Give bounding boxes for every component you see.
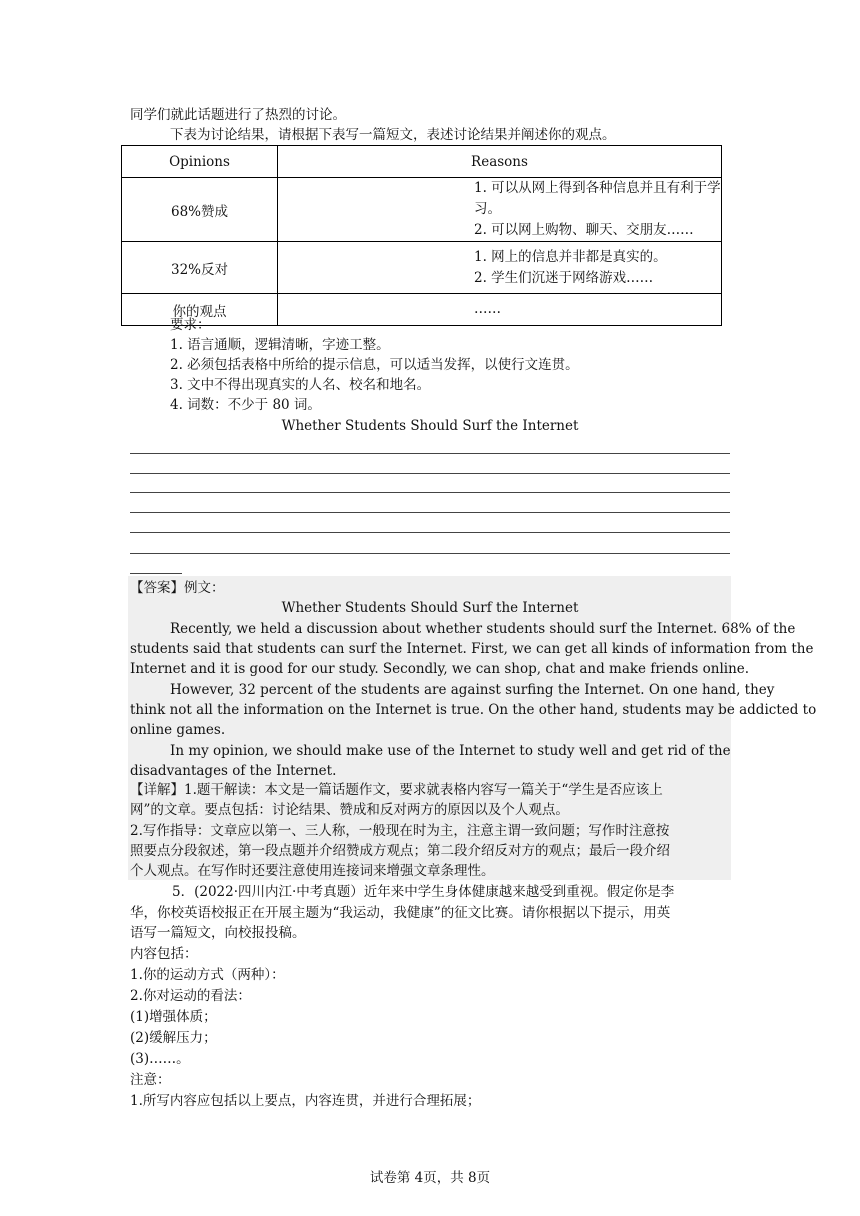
analysis-line: 网”的文章。要点包括：讨论结果、赞成和反对两方的原因以及个人观点。 (130, 802, 569, 818)
requirements-title: 要求： (170, 317, 211, 333)
question5-content-line: 1.所写内容应包括以上要点，内容连贯，并进行合理拓展； (130, 1093, 481, 1109)
question5-content-line: (1)增强体质； (130, 1009, 217, 1025)
answer-label: 【答案】例文： (130, 580, 225, 596)
answer-line: Recently, we held a discussion about whether students should surf the Internet. 68% of the (170, 621, 796, 637)
answer-line: students said that students can surf the Internet. First, we can get all kinds of information from the (130, 641, 814, 657)
writing-line (130, 532, 730, 533)
question5-content-line: 1.你的运动方式（两种）： (130, 967, 285, 983)
opinion-cell: 68%赞成 (122, 178, 278, 242)
reasons-cell (278, 242, 722, 294)
writing-line (130, 473, 730, 474)
table-header-row (122, 146, 722, 178)
essay-title: Whether Students Should Surf the Internet (281, 418, 579, 434)
answer-line: In my opinion, we should make use of the Internet to study well and get rid of the (170, 743, 731, 759)
reason-line: 1. 可以从网上得到各种信息并且有利于学习。 (474, 180, 721, 217)
question5-content-line: (3)……。 (130, 1051, 190, 1067)
table-row (122, 242, 722, 294)
writing-line (130, 553, 730, 554)
reasons-cell (278, 294, 722, 326)
table-row (122, 178, 722, 242)
question5-content-line: 内容包括： (130, 946, 198, 962)
table-header-reasons: Reasons (278, 146, 722, 178)
answer-title: Whether Students Should Surf the Internet (281, 600, 579, 616)
opinion-cell: 你的观点 (122, 294, 278, 326)
question5-line: 5．(2022·四川内江·中考真题）近年来中学生身体健康越来越受到重视。假定你是李 (172, 884, 675, 900)
reason-line: 1. 网上的信息并非都是真实的。 (474, 248, 667, 265)
analysis-line: 照要点分段叙述，第一段点题并介绍赞成方观点；第二段介绍反对方的观点；最后一段介绍 (130, 843, 670, 859)
reason-line: 2. 可以网上购物、聊天、交朋友…… (474, 222, 694, 238)
opinions-table (121, 145, 722, 326)
question5-line: 语写一篇短文，向校报投稿。 (130, 925, 306, 941)
reasons-cell (278, 178, 722, 242)
question5-content-line: 2.你对运动的看法： (130, 988, 251, 1004)
opinion-cell: 32%反对 (122, 242, 278, 294)
writing-line (130, 573, 182, 574)
analysis-line: 2.写作指导：文章应以第一、三人称，一般现在时为主，注意主谓一致问题；写作时注意按 (130, 823, 670, 839)
table-row (122, 294, 722, 326)
answer-line: disadvantages of the Internet. (130, 763, 337, 779)
writing-line (130, 453, 730, 454)
answer-line: However, 32 percent of the students are against surfing the Internet. On one hand, they (170, 682, 775, 698)
requirement-item: 3. 文中不得出现真实的人名、校名和地名。 (170, 377, 431, 393)
reason-line: 2. 学生们沉迷于网络游戏…… (474, 269, 654, 286)
answer-line: online games. (130, 722, 226, 738)
answer-line: Internet and it is good for our study. Secondly, we can shop, chat and make friends online. (130, 661, 750, 677)
requirement-item: 2. 必须包括表格中所给的提示信息，可以适当发挥，以使行文连贯。 (170, 357, 579, 373)
page-footer: 试卷第 4页，共 8页 (369, 1170, 491, 1186)
answer-line: think not all the information on the Internet is true. On the other hand, students may be addicted to (130, 702, 817, 718)
analysis-line: 个人观点。在写作时还要注意使用连接词来增强文章条理性。 (130, 863, 495, 879)
requirement-item: 1. 语言通顺，逻辑清晰，字迹工整。 (170, 337, 390, 353)
analysis-line: 【详解】1.题干解读：本文是一篇话题作文，要求就表格内容写一篇关于“学生是否应该上 (130, 782, 663, 798)
requirement-item: 4. 词数：不少于 80 词。 (170, 397, 321, 413)
writing-line (130, 492, 730, 493)
question5-content-line: 注意： (130, 1072, 171, 1088)
reason-line: …… (474, 301, 501, 317)
writing-line (130, 512, 730, 513)
question5-content-line: (2)缓解压力； (130, 1030, 217, 1046)
task-line: 下表为讨论结果，请根据下表写一篇短文，表述讨论结果并阐述你的观点。 (170, 127, 616, 143)
table-header-opinions: Opinions (122, 146, 278, 178)
question5-line: 华，你校英语校报正在开展主题为“我运动，我健康”的征文比赛。请你根据以下提示，用英 (130, 905, 671, 921)
intro-line: 同学们就此话题进行了热烈的讨论。 (130, 107, 346, 123)
